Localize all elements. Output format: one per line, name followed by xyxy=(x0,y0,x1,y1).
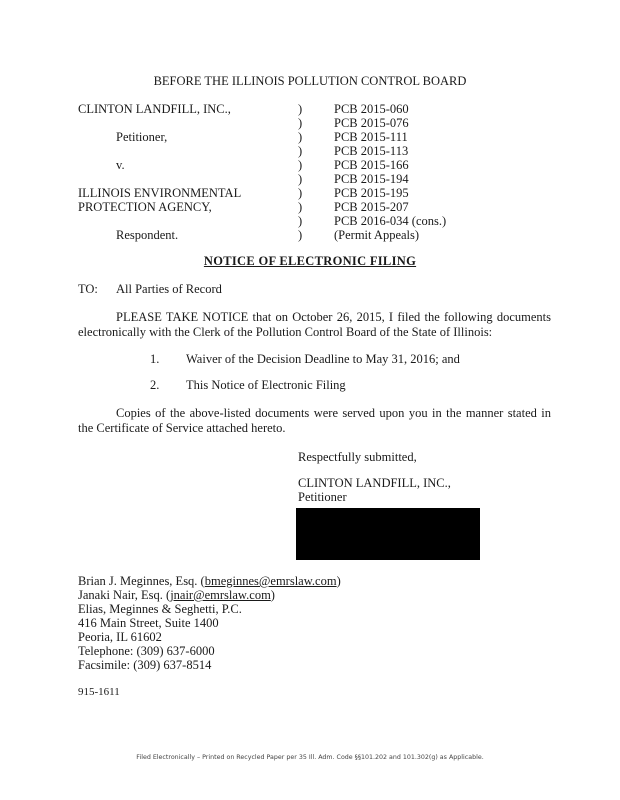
attorney-2-close: ) xyxy=(270,588,275,602)
versus-label: v. xyxy=(116,158,125,172)
caption-paren: ) xyxy=(298,158,303,172)
case-number: PCB 2015-076 xyxy=(334,116,409,130)
caption-paren: ) xyxy=(298,130,303,144)
caption-paren: ) xyxy=(298,228,303,242)
filing-footer: Filed Electronically – Printed on Recycled Paper per 35 Ill. Adm. Code §§101.202 and 101.302(g) as Applicable. xyxy=(136,754,484,761)
address-line-2: Peoria, IL 61602 xyxy=(78,630,162,644)
signature-party: CLINTON LANDFILL, INC., xyxy=(298,476,451,490)
facsimile: Facsimile: (309) 637-8514 xyxy=(78,658,212,672)
notice-title: NOTICE OF ELECTRONIC FILING xyxy=(203,254,417,268)
caption-paren: ) xyxy=(298,144,303,158)
item-number: 2. xyxy=(150,378,160,392)
case-number: PCB 2016-034 (cons.) xyxy=(334,214,447,228)
firm-name: Elias, Meginnes & Seghetti, P.C. xyxy=(78,602,242,616)
case-number: PCB 2015-166 xyxy=(334,158,409,172)
item-text: This Notice of Electronic Filing xyxy=(186,378,346,392)
appeal-type: (Permit Appeals) xyxy=(334,228,420,242)
to-value: All Parties of Record xyxy=(116,282,222,296)
respondent-name-line1: ILLINOIS ENVIRONMENTAL xyxy=(78,186,242,200)
case-number: PCB 2015-194 xyxy=(334,172,409,186)
attorney-2 xyxy=(78,588,275,603)
caption-paren: ) xyxy=(298,186,303,200)
attorney-1-name: Brian J. Meginnes, Esq. ( xyxy=(78,574,205,588)
to-label: TO: xyxy=(78,282,98,296)
document-code: 915-1611 xyxy=(78,686,120,698)
case-number: PCB 2015-113 xyxy=(334,144,409,158)
petitioner-name: CLINTON LANDFILL, INC., xyxy=(78,102,231,116)
telephone: Telephone: (309) 637-6000 xyxy=(78,644,215,658)
attorney-1 xyxy=(78,574,341,589)
case-number: PCB 2015-195 xyxy=(334,186,409,200)
caption-paren: ) xyxy=(298,214,303,228)
case-number: PCB 2015-207 xyxy=(334,200,409,214)
caption-paren: ) xyxy=(298,102,303,116)
caption-paren: ) xyxy=(298,116,303,130)
caption-paren: ) xyxy=(298,200,303,214)
item-text: Waiver of the Decision Deadline to May 31, 2016; and xyxy=(186,352,460,366)
board-title: BEFORE THE ILLINOIS POLLUTION CONTROL BOARD xyxy=(153,74,467,88)
address-line-1: 416 Main Street, Suite 1400 xyxy=(78,616,219,630)
respondent-role: Respondent. xyxy=(116,228,179,242)
case-number: PCB 2015-060 xyxy=(334,102,409,116)
attorney-2-email-link[interactable]: jnair@emrslaw.com xyxy=(170,588,271,602)
redacted-signature xyxy=(296,508,480,560)
signature-role: Petitioner xyxy=(298,490,347,504)
attorney-1-email-link[interactable]: bmeginnes@emrslaw.com xyxy=(204,574,337,588)
item-number: 1. xyxy=(150,352,160,366)
case-number: PCB 2015-111 xyxy=(334,130,408,144)
attorney-1-close: ) xyxy=(336,574,341,588)
petitioner-role: Petitioner, xyxy=(116,130,168,144)
caption-paren: ) xyxy=(298,172,303,186)
respondent-name-line2: PROTECTION AGENCY, xyxy=(78,200,212,214)
notice-body: PLEASE TAKE NOTICE that on October 26, 2015, I filed the following documents electronically with the Clerk of the Pollution Control Board of the State of Illinois: xyxy=(78,310,551,339)
service-paragraph: Copies of the above-listed documents were served upon you in the manner stated in the Certificate of Service attached hereto. xyxy=(78,406,551,435)
attorney-2-name: Janaki Nair, Esq. ( xyxy=(78,588,171,602)
closing: Respectfully submitted, xyxy=(298,450,417,464)
